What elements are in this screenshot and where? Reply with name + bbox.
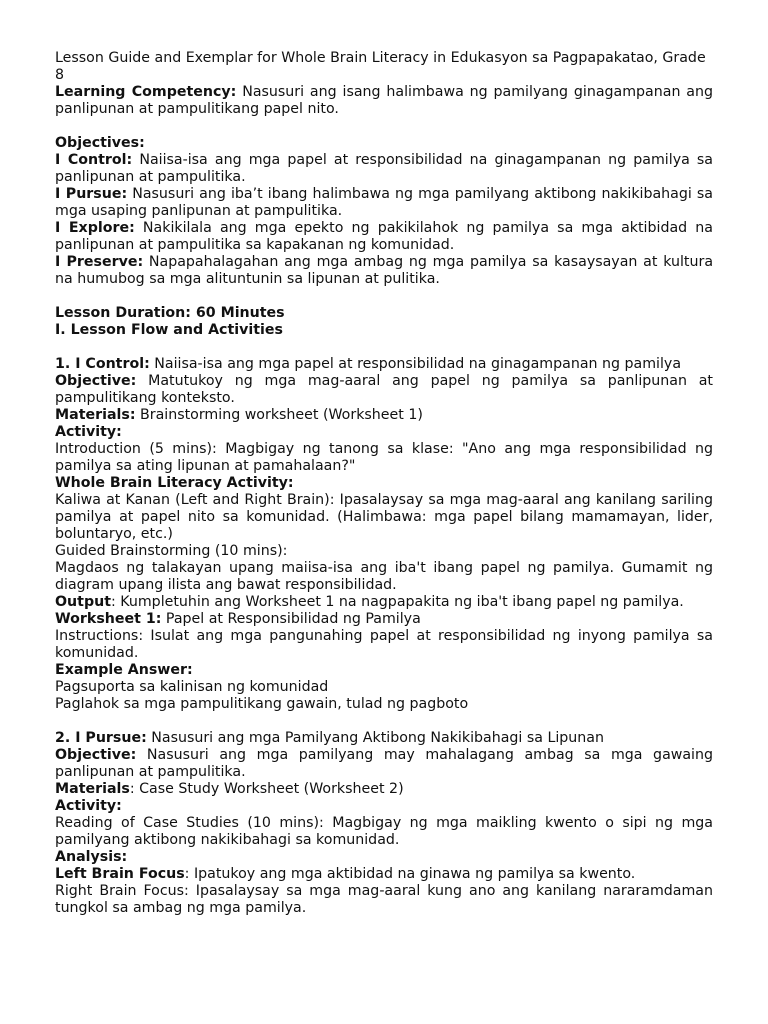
section-2-title bbox=[55, 730, 713, 747]
field-label: Analysis: bbox=[55, 849, 128, 865]
objective-i-pursue bbox=[55, 186, 713, 220]
field-label: Whole Brain Literacy Activity: bbox=[55, 475, 294, 491]
section-label: 2. I Pursue: bbox=[55, 730, 147, 746]
section-1-title bbox=[55, 356, 713, 373]
field-label: Activity: bbox=[55, 798, 122, 814]
section-1-introduction: Introduction (5 mins): Magbigay ng tanong sa klase: "Ano ang mga responsibilidad ng pamilya sa ating lipunan at pamahalaan?" bbox=[55, 441, 713, 474]
section-1-example-1: Pagsuporta sa kalinisan ng komunidad bbox=[55, 679, 329, 695]
section-1-output bbox=[55, 594, 713, 611]
field-label: Activity: bbox=[55, 424, 122, 440]
field-text: : Ipatukoy ang mga aktibidad na ginawa ng pamilya sa kwento. bbox=[184, 866, 636, 882]
field-label: Objective: bbox=[55, 373, 137, 389]
section-title-text: Nasusuri ang mga Pamilyang Aktibong Nakikibahagi sa Lipunan bbox=[146, 730, 604, 746]
learning-competency bbox=[55, 84, 713, 118]
objective-label: I Control: bbox=[55, 152, 133, 168]
objectives-heading bbox=[55, 135, 713, 152]
field-text: Matutukoy ng mga mag-aaral ang papel ng pamilya sa panlipunan at pampulitikang konteksto. bbox=[55, 373, 713, 406]
section-2-objective bbox=[55, 747, 713, 781]
document-title: Lesson Guide and Exemplar for Whole Brain Literacy in Edukasyon sa Pagpapakatao, Grade 8 bbox=[55, 50, 706, 83]
objective-text: Nasusuri ang iba’t ibang halimbawa ng mga pamilyang aktibong nakikibahagi sa mga usaping panlipunan at pampulitika. bbox=[55, 186, 713, 219]
field-text: Brainstorming worksheet (Worksheet 1) bbox=[135, 407, 423, 423]
section-1-example-label bbox=[55, 662, 713, 679]
section-2-reading: Reading of Case Studies (10 mins): Magbigay ng mga maikling kwento o sipi ng mga pamilyang aktibong nakikibahagi sa komunidad. bbox=[55, 815, 713, 848]
lesson-duration-text: Lesson Duration: 60 Minutes bbox=[55, 305, 285, 321]
field-label: Output bbox=[55, 594, 111, 610]
objective-i-explore bbox=[55, 220, 713, 254]
section-1-materials bbox=[55, 407, 713, 424]
objective-label: I Pursue: bbox=[55, 186, 128, 202]
lesson-duration bbox=[55, 305, 713, 322]
objective-i-preserve bbox=[55, 254, 713, 288]
field-text: : Case Study Worksheet (Worksheet 2) bbox=[129, 781, 404, 797]
section-1-activity-label bbox=[55, 424, 713, 441]
field-label: Left Brain Focus bbox=[55, 866, 185, 882]
section-2-activity-label bbox=[55, 798, 713, 815]
objective-label: I Preserve: bbox=[55, 254, 144, 270]
field-label: Materials: bbox=[55, 407, 136, 423]
objective-label: I Explore: bbox=[55, 220, 135, 236]
competency-text: Nasusuri ang isang halimbawa ng pamilyang ginagampanan ang panlipunan at pampulitikang papel nito. bbox=[55, 84, 714, 117]
section-1-example-2: Paglahok sa mga pampulitikang gawain, tulad ng pagboto bbox=[55, 696, 469, 712]
section-1-objective bbox=[55, 373, 713, 407]
field-text: Papel at Responsibilidad ng Pamilya bbox=[161, 611, 421, 627]
lesson-flow-heading bbox=[55, 322, 713, 339]
field-label: Materials bbox=[55, 781, 130, 797]
objective-i-control bbox=[55, 152, 713, 186]
field-label: Example Answer: bbox=[55, 662, 193, 678]
section-1-worksheet bbox=[55, 611, 713, 628]
section-label: 1. I Control: bbox=[55, 356, 150, 372]
section-title-text: Naiisa-isa ang mga papel at responsibilidad na ginagampanan ng pamilya bbox=[149, 356, 682, 372]
field-label: Worksheet 1: bbox=[55, 611, 162, 627]
section-2-materials bbox=[55, 781, 713, 798]
field-text: Nasusuri ang mga pamilyang may mahalagang ambag sa mga gawaing panlipunan at pampulitika. bbox=[55, 747, 713, 780]
section-1-wbl-text: Kaliwa at Kanan (Left and Right Brain): Ipasalaysay sa mga mag-aaral ang kanilang sariling pamilya at papel nito sa komunidad. (Halimbawa: mga papel bilang mamamayan, lider, boluntaryo, etc.) bbox=[55, 492, 713, 542]
section-2-analysis-label bbox=[55, 849, 713, 866]
objective-text: Nakikilala ang mga epekto ng pakikilahok ng pamilya sa mga aktibidad na panlipunan at pampulitika sa kapakanan ng komunidad. bbox=[55, 220, 713, 253]
section-1-instructions: Instructions: Isulat ang mga pangunahing papel at responsibilidad ng inyong pamilya sa komunidad. bbox=[55, 628, 713, 661]
objective-text: Napapahalagahan ang mga ambag ng mga pamilya sa kasaysayan at kultura na humubog sa mga alituntunin sa lipunan at pulitika. bbox=[55, 254, 714, 287]
objective-text: Naiisa-isa ang mga papel at responsibilidad na ginagampanan ng pamilya sa panlipunan at pampulitika. bbox=[55, 152, 714, 185]
competency-label: Learning Competency: bbox=[55, 84, 237, 100]
objectives-heading-text: Objectives: bbox=[55, 135, 145, 151]
lesson-flow-heading-text: I. Lesson Flow and Activities bbox=[55, 322, 283, 338]
field-text: : Kumpletuhin ang Worksheet 1 na nagpapakita ng iba't ibang papel ng pamilya. bbox=[110, 594, 684, 610]
section-1-guided: Guided Brainstorming (10 mins): bbox=[55, 543, 288, 559]
document-page bbox=[55, 50, 713, 917]
section-2-right-brain: Right Brain Focus: Ipasalaysay sa mga mag-aaral kung ano ang kanilang nararamdaman tungkol sa ambag ng mga pamilya. bbox=[55, 883, 713, 916]
field-label: Objective: bbox=[55, 747, 137, 763]
section-1-wbl-label bbox=[55, 475, 713, 492]
section-2-left-brain bbox=[55, 866, 713, 883]
section-1-discussion: Magdaos ng talakayan upang maiisa-isa ang iba't ibang papel ng pamilya. Gumamit ng diagram upang ilista ang bawat responsibilidad. bbox=[55, 560, 713, 593]
